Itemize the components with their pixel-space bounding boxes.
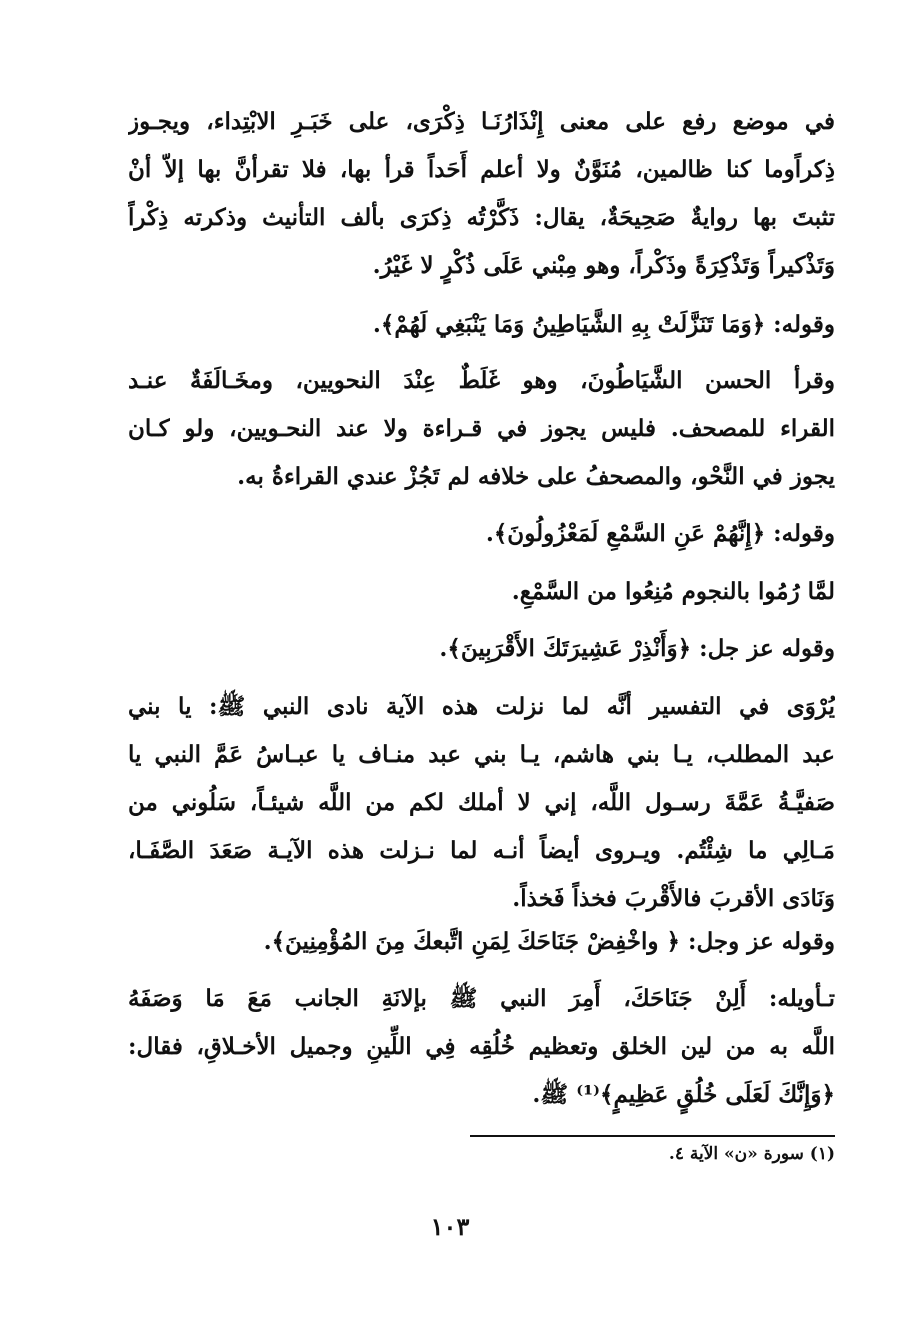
paragraph-5 [128,568,877,616]
paragraph-3 [128,357,877,501]
text-line: يُرْوَى في التفسير أنَّه لما نزلت هذه الآية نادى النبي ﷺ: يا بني [128,693,835,720]
paragraph-6 [128,625,877,673]
page-number: ١٠٣ [430,1212,470,1241]
text-line: وقوله عز وجل: ﴿ واخْفِضْ جَنَاحَكَ لِمَنِ اتَّبعكَ مِنَ المُؤْمِنِينَ﴾. [263,928,835,955]
text-line: يجوز في النَّحْو، والمصحفُ على خلافه لم تَجُزْ عندي القراءةُ به. [237,463,835,490]
text-line: لمَّا رُمُوا بالنجوم مُنِعُوا من السَّمْعِ. [511,578,835,605]
text-line: وَتَذْكيراً وَتَذْكِرَةً وذَكْراً، وهو مِبْني عَلَى ذُكْرٍ لا غَيْرُ. [372,252,835,279]
paragraph-9 [128,975,877,1119]
paragraph-8 [128,918,877,966]
text-line: وقرأ الحسن الشَّيَاطُونَ، وهو غَلَطٌ عِنْدَ النحويين، ومخَـالَفَةٌ عنـد [128,367,835,394]
text-line: عبد المطلب، يـا بني هاشم، يـا بني عبد منـاف يا عبـاسُ عَمَّ النبي يا [128,741,835,768]
text-line: وقوله عز جل: ﴿وَأَنْذِرْ عَشِيرَتَكَ الأَقْرَبِينَ﴾. [439,635,835,662]
paragraph-7 [128,683,877,923]
text-line: وقوله: ﴿وَمَا تَنَزَّلَتْ بِهِ الشَّيَاطِينُ وَمَا يَنْبَغِي لَهُمْ﴾. [372,311,835,338]
text-line: مَـالِي ما شِئْتُم. ويـروى أيضاً أنـه لما نـزلت هذه الآيـة صَعَدَ الصَّفَـا، [128,837,835,864]
text-line: القراء للمصحف. فليس يجوز في قـراءة ولا عند النحـويين، ولو كـان [128,415,835,442]
text-line: في موضع رفع على معنى إِنْذَارُنَـا ذِكْرَى، على خَبَـرِ الابْتِداء، ويجـوز [128,108,835,135]
footnote-divider [470,1135,835,1137]
text-line: اللَّه به من لين الخلق وتعظيم خُلُقِه فِي اللِّينِ وجميل الأخـلاقِ، فقال: [128,1033,835,1060]
text-line: وقوله: ﴿إِنَّهُمْ عَنِ السَّمْعِ لَمَعْزُولُونَ﴾. [485,520,835,547]
paragraph-2 [128,301,877,349]
text-line: تـأويله: أَلِنْ جَنَاحَكَ، أَمِرَ النبي ﷺ بإلانَةِ الجانب مَعَ مَا وَصَفَهُ [128,985,835,1012]
text-line: تثبتَ بها روايةٌ صَحِيحَةٌ، يقال: ذَكَّرْتُه ذِكرَى بألف التأنيث وذكرته ذِكْراً [128,204,835,231]
paragraph-4 [128,510,877,558]
text-line: صَفيَّـةُ عَمَّةَ رسـول اللَّه، إني لا أملك لكم من اللَّه شيئـاً، سَلُوني من [128,789,835,816]
footnote: (١) سورة «ن» الآية ٤. [668,1144,835,1164]
text-line: ﴿وَإِنَّكَ لَعَلَى خُلُقٍ عَظِيمٍ﴾⁽¹⁾ ﷺ. [532,1081,835,1108]
text-line: وَنَادَى الأقربَ فالأَقْربَ فخذاً فَخذاً. [512,885,835,912]
paragraph-1 [128,98,835,290]
text-line: ذِكراًوما كنا ظالمين، مُنَوَّنٌ ولا أعلم أَحَداً قرأ بها، فلا تقرأنَّ بها إلاّ أنْ [128,156,835,183]
